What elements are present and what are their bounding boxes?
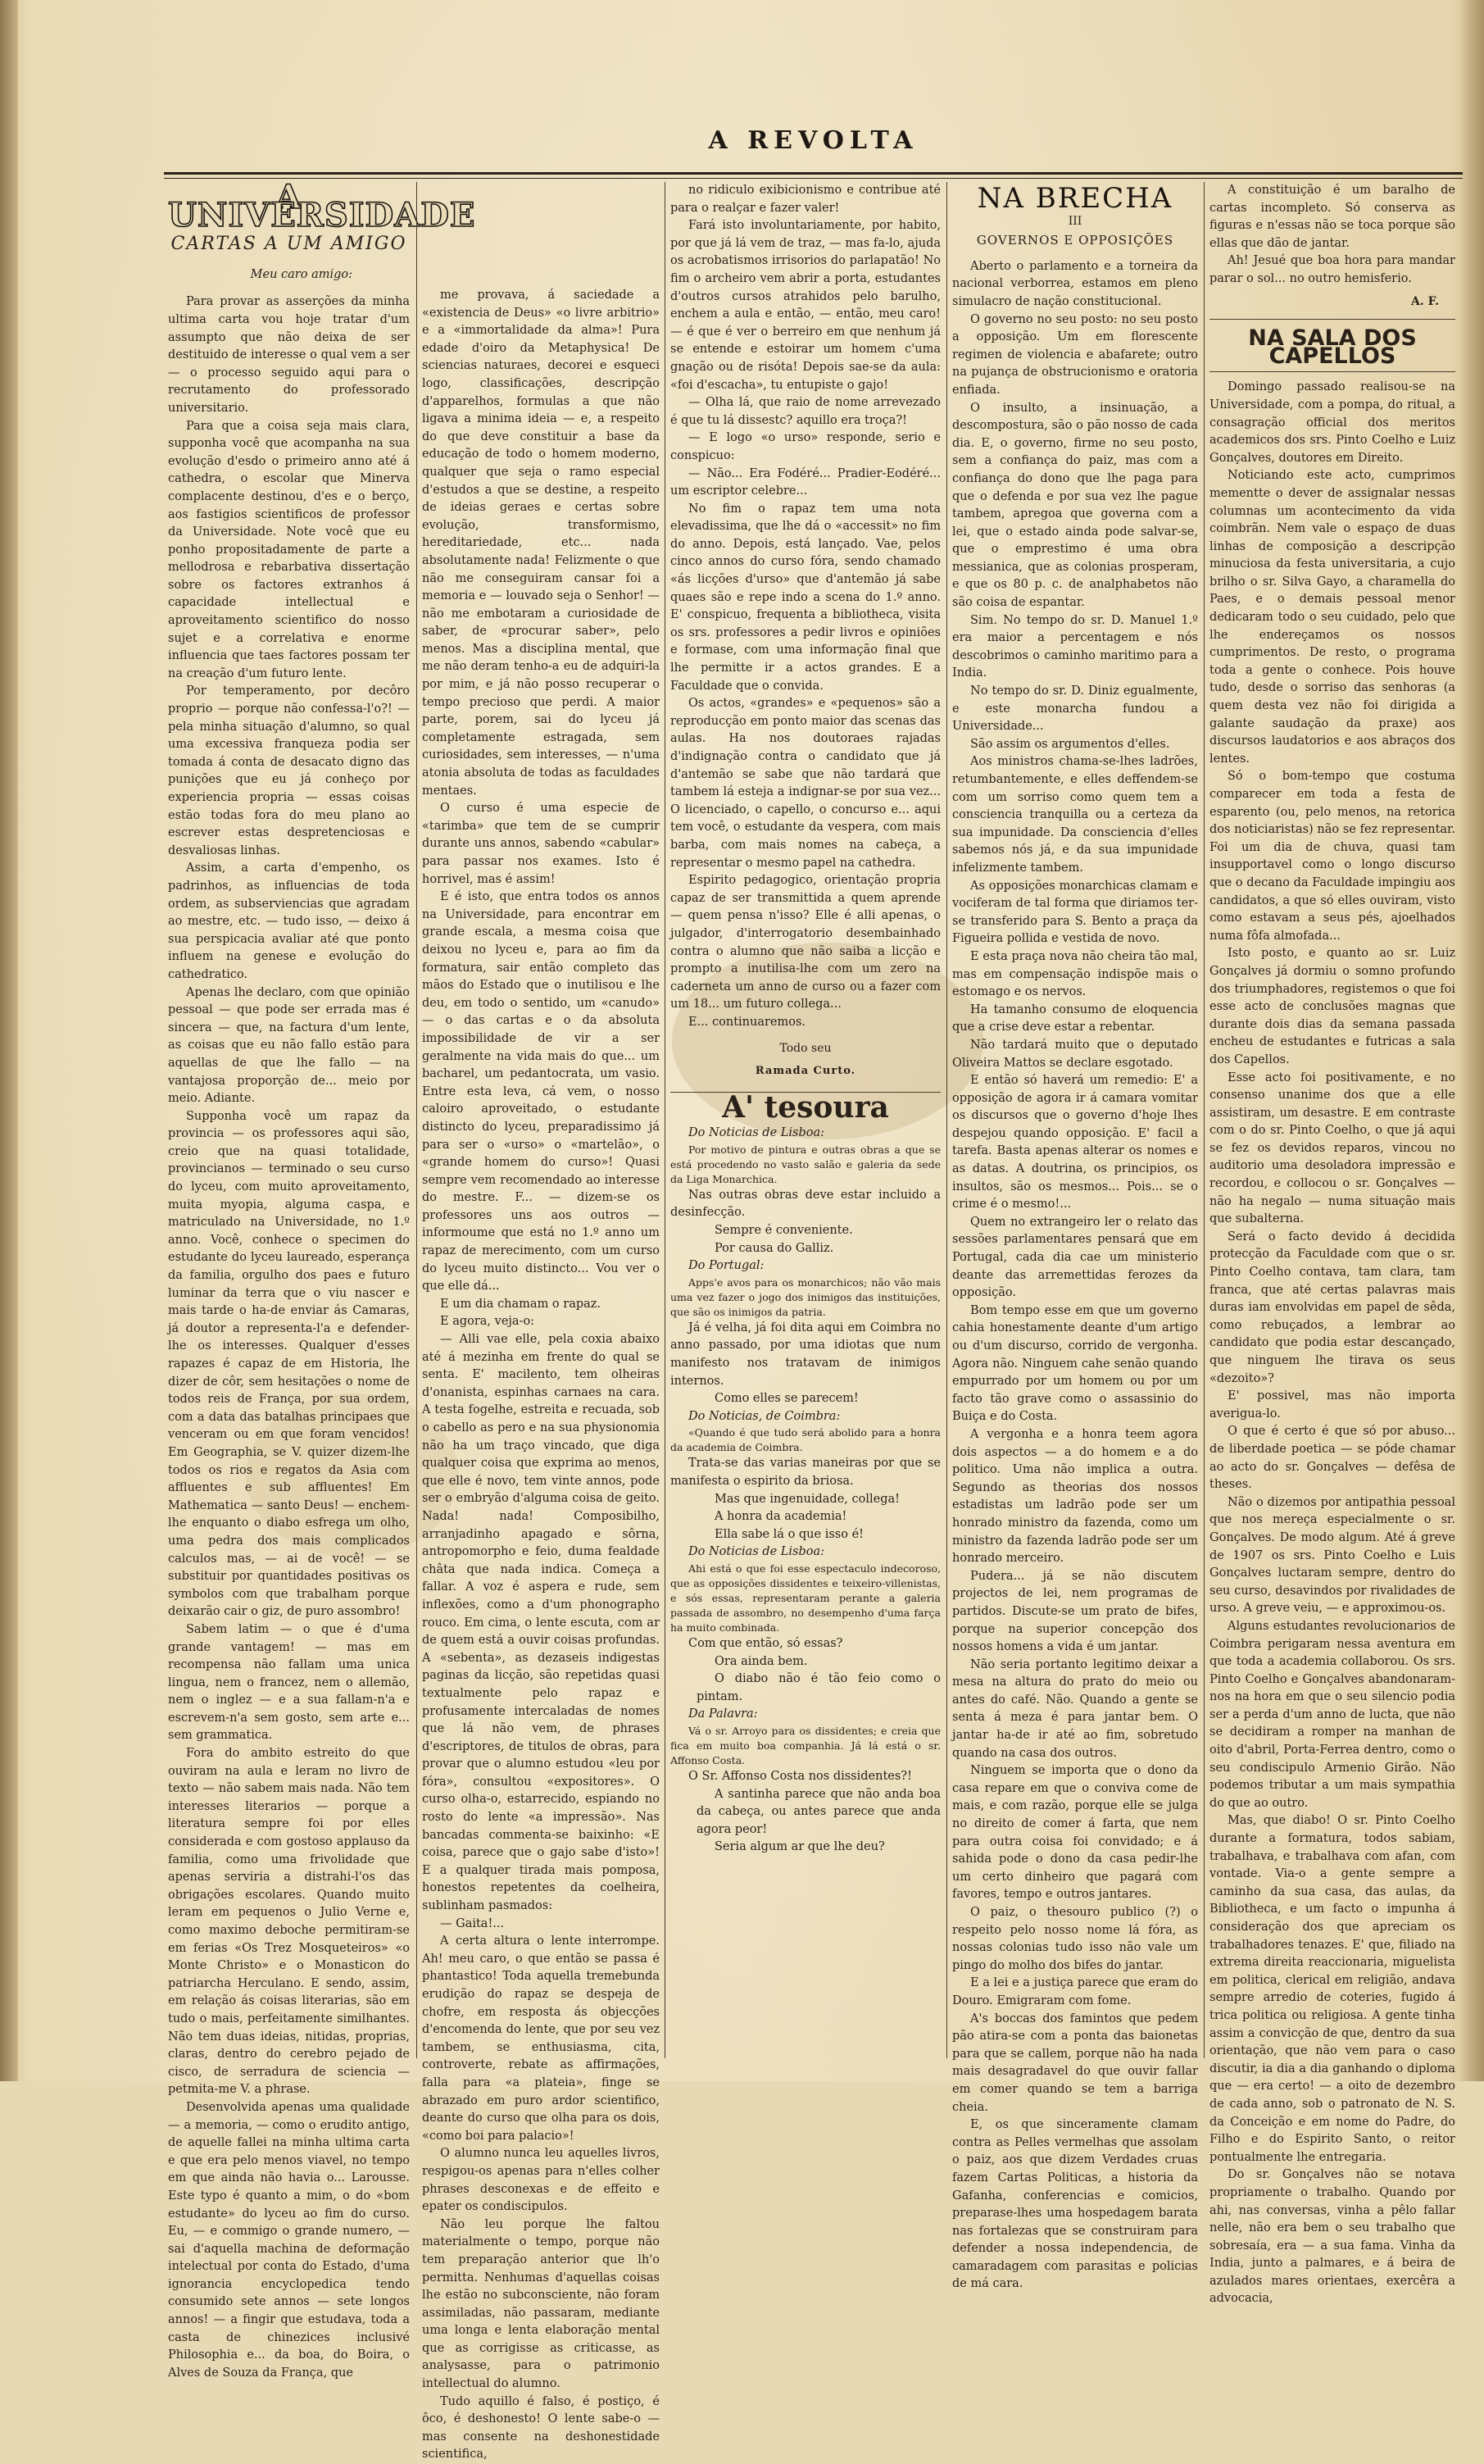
column-rule [416,182,417,2058]
paragraph: Sabem latim — o que é d'uma grande vantagem! — mas em recompensa não fallam uma unica lingua, nem o francez, nem o allemão, nem o inglez — e a sua fallam-n'a e escrevem-n'a sem gosto, sem arte e... sem grammatica. [168,1622,410,1743]
paragraph: Não tardará muito que o deputado Oliveira Mattos se declare esgotado. [952,1038,1198,1070]
paragraph: E é isto, que entra todos os annos na Universidade, para encontrar em grande escala, a mesma coisa que deixou no lyceu e, para ao fim da formatura, sair então completo das mãos do Estado que o inutilisou e lhe deu, em todo o sentido, um «canudo» — o das cartas e o da absoluta impossibilidade de vir a ser geralmente na vida mais do que... um bacharel, um pedantocrata, um vasio. Entre esta leva, cá vem, o nosso caloiro aproveitado, o estudante distincto do lyceu, preparadissimo já para ser o «urso» o «martelão», o «grande homem do curso»! Quasi sempre vem recomendado ao interesse do mestre. F... — dizem-se os professores uns aos outros — informoume que está no 1.º anno um rapaz de merecimento, com um curso do lyceu muito distincto... Vou ver o que elle dá... [422,890,660,1293]
paragraph: E agora, veja-o: [440,1315,535,1329]
paragraph: E esta praça nova não cheira tão mal, mas em compensação indispõe mais o estomago e os nervos. [952,949,1198,999]
paragraph: Não leu porque lhe faltou materialmente o tempo, porque não tem preparação anterior que lh'o permitta. Nenhumas d'aquellas coisas lhe estão no subconsciente, não foram assimiladas, não passaram, mediante uma longa e lenta elaboração mental que as corrigisse as criticasse, as analysasse, para o patrimonio intellectual do alumno. [422,2217,660,2391]
paragraph: E... continuaremos. [688,1015,806,1029]
paragraph: O que é certo é que só por abuso... de liberdade poetica — se póde chamar ao acto do sr. Gonçalves — defêsa de theses. [1209,1425,1455,1492]
paragraph: E então só haverá um remedio: E' a opposição de agora ir á camara vomitar os discursos que o governo d'hoje lhes despejou quando opposição. E' facil a tarefa. Basta apenas alterar os nomes e as datas. A doutrina, os principios, os insultos, são os mesmos... Pois... se o crime é o mesmo!... [952,1074,1198,1212]
clipping-comment: Como elles se parecem! [715,1392,859,1406]
paragraph: Só o bom-tempo que costuma comparecer em toda a festa de esparento (ou, pelo menos, na retorica dos noticiaristas) não se fez representar. Foi um dia de chuva, quasi tam insupportavel como o longo discurso que o decano da Faculdade impingiu aos candidatos, a que só elles ouviram, visto como estavam a seus pés, ajoelhados numa fôfa almofada... [1209,770,1455,943]
paragraph: Sim. No tempo do sr. D. Manuel 1.º era maior a percentagem e nós descobrimos o caminho maritimo para a India. [952,613,1198,680]
paragraph: O curso é uma especie de «tarimba» que tem de se cumprir durante uns annos, sabendo «cabular» para passar nos exames. Isto é horrivel, mas é assim! [422,802,660,886]
clipping-comment: Por causa do Galliz. [715,1241,834,1255]
clipping-source: Do Noticias de Lisboa: [688,1545,825,1559]
page-edge-shadow [1459,0,1484,2081]
clipping-comment: O Sr. Affonso Costa nos dissidentes?! [688,1769,912,1783]
clipping-quote: Apps'e avos para os monarchicos; não vão mais uma vez fazer o jogo dos inimigos das instituições, que são os inimigos da patria. [670,1275,941,1318]
clipping-source: Do Noticias de Lisboa: [688,1126,825,1140]
paragraph: Ha tamanho consumo de eloquencia que a crise deve estar a rebentar. [952,1002,1198,1034]
headline-tesoura: A' tesoura [722,1089,889,1125]
paragraph: Assim, a carta d'empenho, os padrinhos, as influencias de toda ordem, as subserviencias que agradam ao mestre, etc. — tudo isso, — deixo á sua perspicacia avaliar até que ponto influem na genese e evolução do cathedratico. [168,861,410,981]
paragraph: A vergonha e a honra teem agora dois aspectos — a do homem e a do politico. Uma não implica a outra. Segundo as theorias dos nossos estadistas um ladrão pode ser um honrado ministro da fazenda, como um ministro da fazenda ladrão pode ser um honrado merceiro. [952,1427,1198,1566]
clipping-comment: A honra da academia! [715,1510,847,1524]
paragraph: Ninguem se importa que o dono da casa repare em que o conviva come de mais, e com razão, porque elle se julga no direito de comer á farta, que nem para outra coisa foi convidado; e á sahida pode o dono da casa pedir-lhe um certo dinheiro que pagará com favores, tempo e outros jantares. [952,1764,1198,1902]
clipping-quote: Ahi está o que foi esse espectaculo indecoroso, que as opposições dissidentes e teixeiro-villenistas, e sós essas, representaram perante a galeria passada de assombro, no desempenho d'uma farça ha muito combinada. [670,1562,941,1634]
column-2 [422,287,660,2462]
paragraph: — Não... Era Fodéré... Pradier-Eodéré... um escriptor celebre... [670,466,941,498]
clipping-source: Do Noticias, de Coimbra: [688,1409,841,1423]
article-body [1209,379,1455,2308]
paragraph: Quem no extrangeiro ler o relato das sessões parlamentares pensará que em Portugal, cada dia cae um ministerio deante das arremettidas ferozes da opposição. [952,1215,1198,1300]
clipping-comment: Ella sabe lá o que isso é! [715,1527,864,1541]
paragraph: Supponha você um rapaz da provincia — os professores aqui são, creio que na quasi totalidade, provincianos — terminado o seu curso do lyceu, com muito aproveitamento, muita myopia, alguma caspa, e matriculado na Universidade, no 1.º anno. Você, conhece o specimen do estudante do lyceu laureado, esperança da familia, orgulho dos paes e futuro luminar da terra que o viu nascer e mais tarde o ha-de enviar ás Camaras, já doutor a representa-l'a e defender-lhe os interesses. Qualquer d'esses rapazes é capaz de em Historia, lhe dizer de côr, sem hesitações o nome de todos reis de França, por sua ordem, com a data das batalhas principaes que venceram ou em que foram vencidos! Em Geographia, se V. quizer dizem-lhe todos os rios e regatos da Asia com affluentes e sub affluentes! Em Mathematica — santo Deus! — enchem-lhe enquanto o diabo esfrega um olho, uma pedra dos mais complicados calculos mas, — ai de você! — se substituir por quantidades positivas os symbolos com que trabalham porque deixarão cair o giz, de puro assombro! [168,1109,410,1619]
article-body [1209,182,1455,289]
paragraph: E' possivel, mas não importa averigua-lo. [1209,1389,1455,1421]
clipping-comment: Já é velha, já foi dita aqui em Coimbra no anno passado, por uma idiotas que num manifesto nos tratavam de inimigos internos. [670,1321,941,1388]
clipping-comment: Com que então, só essas? [688,1636,843,1650]
clipping-comment: Sempre é conveniente. [715,1224,853,1238]
article-body [168,293,410,2382]
clipping-comment: Trata-se das varias maneiras por que se manifesta o espirito da briosa. [670,1457,941,1488]
masthead-title: A REVOLTA [708,126,919,155]
headline-na-brecha: NA BRECHA [977,182,1173,215]
article-body [670,182,941,1032]
column-4 [952,182,1198,2291]
binding-spine [0,0,18,2081]
headline-universidade: A UNIVERSIDADE [168,178,476,234]
paragraph: A constituição é um baralho de cartas incompleto. Só conserva as figuras e n'essas não se toca porque são ellas que dão de jantar. [1209,184,1455,250]
paragraph: Fará isto involuntariamente, por habito, por que já lá vem de traz, — mas fa-lo, ajuda os acrobatismos irrisorios do parlapatão! No fim o archeiro vem abrir a porta, estudantes d'outros cursos atrahidos pelo barulho, enchem a aula e então, — então, meu caro! — é que é ver o berreiro em que nenhum já se entende e estoirar um homem c'uma gnação ou de risóta! Depois sae-se da aula: «foi d'escacha», tu entupiste o gajo! [670,219,941,392]
paragraph: me provava, á saciedade a «existencia de Deus» «o livre arbitrio» e a «immortalidade da alma»! Pura edade d'oiro da Metaphysica! De sciencias naturaes, decorei e esqueci logo, classificações, descripção d'apparelhos, formulas a que não ligava a minima ideia — e, a respeito do que deve constituir a base da educação de todo o homem moderno, qualquer que seja o ramo especial d'estudos a que se destine, a respeito de ideias geraes e certas sobre evolução, transformismo, hereditariedade, etc... nada absolutamente nada! Felizmente o que não me conseguiram cansar foi a memoria e — louvado seja o Senhor! — não me embotaram a curiosidade de saber, de «procurar saber», pelo menos. Mas a disciplina mental, que me não deram tenho-a eu de adquiri-la por mim, e já não posso recuperar o tempo precioso que perdi. A maior parte, porem, sai do lyceu já completamente estragada, sem curiosidades, sem interesses, — n'uma atonia absoluta de todas as faculdades mentaes. [422,289,660,798]
clipping-quote: Por motivo de pintura e outras obras a que se está procedendo no vasto salão e galeria da sede da Liga Monarchica. [670,1143,941,1185]
section-number: III [1068,214,1082,228]
subhead-governos: GOVERNOS E OPPOSIÇÕES [976,233,1174,248]
paragraph: As opposições monarchicas clamam e vociferam de tal forma que diriamos ter-se transferido para S. Bento a praça da Figueira pollida e vestida de novo. [952,879,1198,946]
paragraph: Não seria portanto legitimo deixar a mesa na altura do prato do meio ou antes do café. Não. Quando a gente se senta á meza é para jantar bem. O jantar ha-de ir até ao fim, sobretudo quando na casa dos outros. [952,1657,1198,1760]
paragraph: Noticiando este acto, cumprimos mementte o dever de assignalar nessas columnas um acontecimento da vida coimbrãn. Nem vale o espaço de duas linhas de composição a descripção minuciosa da festa universitaria, a cujo brilho o sr. Silva Gayo, a charamella do Paes, e o demais pessoal menor dedicaram todo o seu cuidado, pelo que lhe endereçamos os nossos cumprimentos. De resto, o programa toda a gente o conhece. Pois houve tudo, desde o sorriso das senhoras (a quem desta vez não foi dirigida a galante saudação da praxe) aos discursos laudatorios e aos abraços dos lentes. [1209,469,1455,766]
paragraph: Mas, que diabo! O sr. Pinto Coelho durante a formatura, todos sabiam, trabalhava, e trabalhava com afan, com vontade. Via-o a gente sempre a caminho da sua casa, das aulas, da Bibliotheca, e um facto o impunha á consideração dos que apreciam os trabalhadores tenazes. E' que, filiado na extrema direita reaccionaria, miguelista em politica, clerical em religião, andava sempre arredio de coteries, fugido á trica politica ou religiosa. A gente tinha assim a convicção de que, dentro da sua orientação, que não vem para o caso discutir, ia dia a dia ganhando o diploma que — era certo! — a oito de dezembro de cada anno, sob o patronato de N. S. da Conceição e em nome do Padre, do Filho e do Espirito Santo, o reitor pontualmente lhe entregaria. [1209,1814,1455,2164]
masthead [164,123,1463,172]
paragraph: A's boccas dos famintos que pedem pão atira-se com a ponta das baionetas para que se callem, porque não ha nada mais desagradavel do que ouvir fallar em comer quando se tem a barriga cheia. [952,2012,1198,2114]
article-body [952,258,1198,2294]
clipping-comment: O diabo não é tão feio como o pintam. [697,1672,941,1703]
clipping-quote: Vá o sr. Arroyo para os dissidentes; e creia que fica em muito boa companhia. Já lá está o sr. Affonso Costa. [670,1724,941,1766]
paragraph: São assim os argumentos d'elles. [970,737,1170,751]
paragraph: Os actos, «grandes» e «pequenos» são a reproducção em ponto maior das scenas das aulas. Ha nos doutoraes rajadas d'indignação contra o candidato que já d'antemão se sabe que não tardará que tambem lá esteja a indignar-se por sua vez... O licenciado, o capello, o concurso e... aqui tem você, o estudante da vespera, com mais barba, com mais nomes na cabeça, a representar o mesmo papel na cathedra. [670,697,941,870]
paragraph: Isto posto, e quanto ao sr. Luiz Gonçalves já dormiu o somno profundo dos triumphadores, registemos o que foi esse acto de conclusões magnas que durante dois dias da semana passada encheu de estudantes e futricas a sala dos Capellos. [1209,947,1455,1066]
paragraph: E, os que sinceramente clamam contra as Pelles vermelhas que assolam o paiz, aos que dizem Verdades cruas fazem Cartas Politicas, a historia da Gafanha, conferencias e comicios, preparase-lhes uma hospedagem barata nas fortalezas que se construiram para defender a nossa independencia, de camaradagem com parasitas e policias de má cara. [952,2118,1198,2291]
paragraph: Aberto o parlamento e a torneira da nacional verborrea, estamos em pleno simulacro de nação constitucional. [952,259,1198,308]
paragraph: Alguns estudantes revolucionarios de Coimbra perigaram nessa aventura em que toda a academia collaborou. Os srs. Pinto Coelho e Gonçalves abandonaram-nos na hora em que o seu silencio podia ser a perda d'um anno de lucta, que não se decidiram a romper na manhan de oito d'abril, Porta-Ferrea dentro, como o seu condiscipulo Armenio Girão. Não podemos tributar a um mais sympathia do que ao outro. [1209,1619,1455,1810]
paragraph: Fora do ambito estreito do que ouviram na aula e leram no livro de texto — não sabem mais nada. Não tem interesses literarios — porque a literatura sempre foi por elles considerada e com gostoso applauso da familia, como uma frivolidade que apenas serviria a distrahi-l'os das obrigações escolares. Quando muito leram em pequenos o Julio Verne e, como maximo deboche permitiram-se em ferias «Os Trez Mosqueteiros» «o Monte Christo» e o Monasticon do patriarcha Herculano. E sendo, assim, em relação ás coisas literarias, são em tudo o mais, perfeitamente similhantes. Não tem duas ideias, nitidas, proprias, claras, dentro do cerebro pejado de cisco, de serradura de sciencia — petmita-me V. a phrase. [168,1747,410,2097]
paragraph: Não o dizemos por antipathia pessoal que nos mereça especialmente o sr. Gonçalves. De modo algum. Até á greve de 1907 os srs. Pinto Coelho e Luis Gonçalves luctaram sempre, dentro do seu curso, desavindos por rivalidades de urso. A greve veiu, — e approximou-os. [1209,1495,1455,1616]
column-rule [1204,182,1205,2058]
section-divider [1209,319,1455,320]
column-5 [1209,182,1455,2306]
paragraph: Espirito pedagogico, orientação propria capaz de ser transmittida a quem aprende — quem pensa n'isso? Elle é alli apenas, o julgador, d'interrogatorio desembainhado contra o alumno que não saiba a licção e prompto a inutilisa-lhe com um zero na caderneta um anno de curso ou a fazer com um 18... um futuro collega... [670,874,941,1012]
paragraph: Tudo aquillo é falso, é postiço, é ôco, é deshonesto! O lente sabe-o — mas consente na deshonestidade scientifica, [422,2394,660,2462]
paragraph: O alumno nunca leu aquelles livros, respigou-os apenas para n'elles colher phrases desconexas e de effeito e epater os condiscipulos. [422,2147,660,2214]
section-divider [1209,371,1455,372]
paragraph: Apenas lhe declaro, com que opinião pessoal — que pode ser errada mas é sincera — que, na factura d'um lente, as coisas que eu não fallo estão para aquellas de que lhe fallo — na vantajosa proporção de... meio por meio. Adiante. [168,985,410,1106]
clipping-comment: Mas que ingenuidade, collega! [715,1492,900,1506]
paragraph: — E logo «o urso» responde, serio e conspicuo: [670,431,941,462]
paragraph: Para que a coisa seja mais clara, supponha você que acompanha na sua evolução d'esdo o primeiro anno até á cathedra, o escolar que Minerva complacente destinou, d'es e o berço, aos fastigios scientificos de professor da Universidade. Note você que eu ponho propositadamente de parte a mellodrosa e rebarbativa dissertação sobre os factores extranhos á capacidade intellectual e aproveitamento scientifico do nosso sujet e a correlativa e enorme influencia que taes factores possam ter na creação d'um futuro lente. [168,419,410,680]
paragraph: Pudera... já se não discutem projectos de lei, nem programas de partidos. Discute-se um prato de bifes, porque na superior concepção dos nossos homens a vida é um jantar. [952,1569,1198,1654]
paragraph: no ridiculo exibicionismo e contribue até para o realçar e fazer valer! [670,184,941,215]
column-3 [670,182,941,2057]
paragraph: Por temperamento, por decôro proprio — porque não confessa-l'o?! — pela minha situação d'alumno, so qual uma excessiva franqueza podia ser tomada á conta de desacato digno das punições que eu já conheço por experiencia propria — essas coisas estão todas fora do meu plano ao escrever estas despretenciosas e desvaliosas linhas. [168,684,410,857]
paragraph: Desenvolvida apenas uma qualidade — a memoria, — como o erudito antigo, de aquelle fallei na minha ultima carta e que era pelo menos viavel, no tempo em que ainda não havia o... Larousse. Este typo é quanto a mim, o do «bom estudante» do lyceu ao fim do curso. Eu, — e commigo o grande numero, — sai d'aquella machina de deformação intelectual por conta do Estado, d'uma ignorancia encyclopedica tendo consumido sete annos — sete longos annos! — a fingir que estudava, toda a casta de chinezices inclusivé Philosophia e... da boa, do Boira, o Alves de Souza da França, que [168,2100,410,2380]
clipping-source: Da Palavra: [688,1707,758,1721]
paragraph: — Alli vae elle, pela coxia abaixo até á mezinha em frente do qual se senta. E' macilento, tem olheiras d'onanista, espinhas carnaes na cara. A testa fogelhe, estreita e recuada, sob o cabello as pero e na sua physionomia não ha um traço vincado, que diga qualquer coisa que exprima ao menos, que elle é novo, tem vinte annos, pode ser o embryão d'alguma coisa de geito. Nada! nada! Composibilho, arranjadinho apagado e sôrna, antropomorpho e feio, duma fealdade châta que nada indica. Começa a fallar. A voz é aspera e rude, sem inflexões, como a d'um phonographo rouco. Em cima, o lente escuta, com ar de quem está a ouvir coisas profundas. A «sebenta», as dezaseis indigestas paginas da licção, são repetidas quasi textualmente pelo rapaz e profusamente intercaladas de nomes que lá não vem, de phrases d'escriptores, de titulos de obras, para provar que o alumno estudou «leu por fóra», consultou «expositores». O curso olha-o, estarrecido, espiando no rosto do lente «a impressão». Nas bancadas commenta-se baixinho: «E coisa, parece que o gajo sabe d'isto»! E a qualquer tirada mais pomposa, honestos repetentes da coelheira, sublinham pasmados: [422,1333,660,1913]
paragraph: — Olha lá, que raio de nome arrevezado é que tu lá dissestc? aquillo era troça?! [670,396,941,427]
paragraph: O governo no seu posto: no seu posto a opposição. Um em florescente regimen de violencia e abafarete; outro na pujança de obstrucionismo e oratoria enfiada. [952,312,1198,397]
paragraph: — Gaita!... [440,1916,505,1930]
subhead-cartas: CARTAS A UM AMIGO [170,234,407,255]
masthead-rule [164,172,1463,179]
clipping-comment: A santinha parece que não anda boa da cabeça, ou antes parece que anda agora peor! [697,1787,941,1836]
paragraph: Aos ministros chama-se-lhes ladrões, retumbantemente, e elles deffendem-se com um sorriso como quem tem a consciencia tranquilla ou a certeza da sua impunidade. Da consciencia d'elles sabemos nós já, e da sua impunidade infelizmente tambem. [952,755,1198,875]
column-rule [946,182,947,2058]
paragraph: Bom tempo esse em que um governo cahia honestamente deante d'um artigo ou d'um discurso, corrido de vergonha. Agora não. Ninguem cahe senão quando empurrado por um homem ou por um facto tão grave como o assassinio do Buiça e do Costa. [952,1303,1198,1424]
paragraph: Esse acto foi positivamente, e no consenso unanime dos que a elle assistiram, um desastre. E em contraste com o do sr. Pinto Coelho, o que já aqui se fez os devidos reparos, vincou no auditorio uma desoladora impressão e recordou, e collocou o sr. Gonçalves — não ha negalo — numa situação mais que subalterna. [1209,1071,1455,1226]
tesoura-section [670,1125,941,1857]
paragraph: Domingo passado realisou-se na Universidade, com a pompa, do ritual, a consagração official dos meritos academicos dos srs. Pinto Coelho e Luiz Gonçalves, doutores em Direito. [1209,380,1455,465]
author-signature: Ramada Curto. [755,1065,856,1078]
salutation: Meu caro amigo: [250,267,352,281]
paragraph: O paiz, o thesouro publico (?) o respeito pelo nosso nome lá fóra, as nossas colonias tudo isso não vale um pingo do molho dos bifes do jantar. [952,1906,1198,1972]
paragraph: Do sr. Gonçalves não se notava propriamente o trabalho. Quando por ahi, nas conversas, vinha a pêlo fallar nelle, não era bem o seu trabalho que sobresaía, era — a sua fama. Vinha da India, junto a palmares, e á beira de azulados mares orientaes, exercêra a advocacia, [1209,2168,1455,2306]
paragraph: E um dia chamam o rapaz. [440,1297,601,1311]
paragraph: O insulto, a insinuação, a descompostura, são o pão nosso de cada dia. E, o governo, firme no seu posto, sem a confiança do paiz, mas com a confiança do dono que lhe paga para que o defenda e por sua vez lhe pague tambem, apregoa que governa com a lei, que o estado ainda pode salvar-se, que o emprestimo é uma obra messianica, que as colonias prosperam, e que os 80 p. c. de analphabetos não são coisa de espantar. [952,401,1198,610]
clipping-source: Do Portugal: [688,1259,765,1273]
clipping-comment: Nas outras obras deve estar incluido a desinfecção. [670,1188,941,1220]
author-signature: A. F. [1410,294,1439,308]
clipping-quote: «Quando é que tudo será abolido para a honra da academia de Coimbra. [670,1426,941,1454]
article-body [422,287,660,2464]
paragraph: No tempo do sr. D. Diniz egualmente, e este monarcha fundou a Universidade... [952,684,1198,734]
paragraph: Para provar as asserções da minha ultima carta vou hoje tratar d'um assumpto que não deixa de ser destituido de interesse o qual vem a ser — o processo seguido aqui para o recrutamento do professorado universitario. [168,295,410,415]
headline-sala-capellos: NA SALA DOS CAPELLOS [1248,325,1417,369]
paragraph: Será o facto devido á decidida protecção da Faculdade com que o sr. Pinto Coelho contava, tam clara, tam franca, que até certas palavras mais duras iam envolvidas em papel de sêda, como rebuçados, a lembrar ao candidato que podia estar descançado, que ninguem lhe tirava os seus «dezoito»? [1209,1230,1455,1385]
paragraph: Ah! Jesué que boa hora para mandar parar o sol... no outro hemisferio. [1209,254,1455,285]
paragraph: E a lei e a justiça parece que eram do Douro. Emigraram com fome. [952,1976,1198,2007]
clipping-comment: Seria algum ar que lhe deu? [715,1840,885,1854]
closing-line: Todo seu [779,1041,832,1055]
paragraph: No fim o rapaz tem uma nota elevadissima, que lhe dá o «accessit» no fim do anno. Depois, está lançado. Vae, pelos cinco annos do curso fóra, sendo chamado «ás licções d'urso» que d'antemão já sabe quaes são e repe indo a scena do 1.º anno. E' conspicuo, frequenta a bibliotheca, visita os srs. professores a pedir livros e opiniões e formase, com uma informação final que lhe permitte ir a actos grandes. E a Faculdade que o convida. [670,502,941,693]
clipping-comment: Ora ainda bem. [715,1654,808,1668]
paragraph: A certa altura o lente interrompe. Ah! meu caro, o que então se passa é phantastico! Toda aquella tremebunda erudição do rapaz se despeja de chofre, em resposta ás objecções d'encomenda do lente, que por seu vez tambem, se enthusiasma, cita, controverte, rebate as affirmações, falla para «a plateia», finge se abrazado em puro ardor scientifico, deante do curso que olha para os dois, «como boi para palacio»! [422,1934,660,2143]
